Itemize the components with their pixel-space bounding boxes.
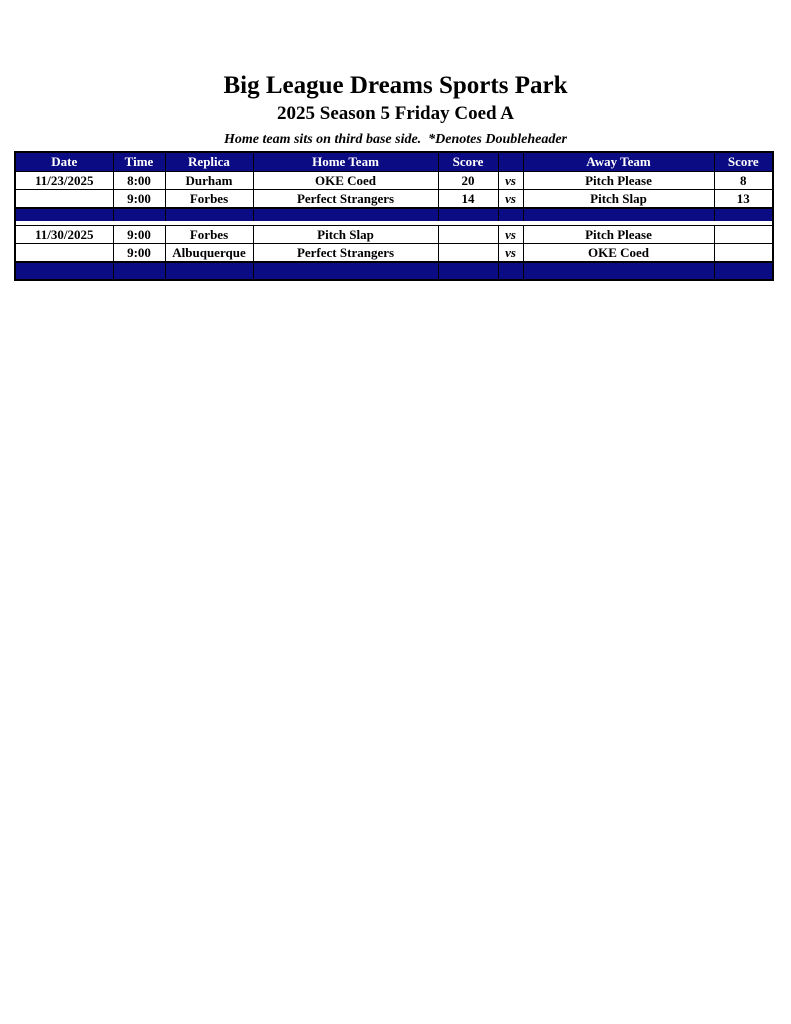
game-row [15,172,773,190]
header-home-team: Home Team [253,152,438,172]
separator-cell [714,262,773,280]
time-cell: 9:00 [113,190,165,209]
home-score-cell: 20 [438,172,498,190]
date-cell: 11/23/2025 [15,172,113,190]
away-score-cell: 8 [714,172,773,190]
page-subtitle: 2025 Season 5 Friday Coed A [277,103,514,124]
home-team-cell: Perfect Strangers [253,244,438,263]
game-row [15,190,773,209]
separator-band [15,208,773,221]
separator-cell [253,208,438,221]
away-score-cell: 13 [714,190,773,209]
header-home-score: Score [438,152,498,172]
separator-cell [523,208,714,221]
away-score-cell [714,226,773,244]
schedule-table [14,151,774,281]
header-replica: Replica [165,152,253,172]
header-time: Time [113,152,165,172]
header-away-score: Score [714,152,773,172]
game-row [15,244,773,263]
replica-cell: Albuquerque [165,244,253,263]
separator-cell [15,262,113,280]
home-team-cell: Pitch Slap [253,226,438,244]
date-cell [15,244,113,263]
vs-label: vs [498,226,523,244]
away-team-cell: OKE Coed [523,244,714,263]
time-cell: 8:00 [113,172,165,190]
vs-label: vs [498,244,523,263]
header-vs [498,152,523,172]
replica-cell: Durham [165,172,253,190]
replica-cell: Forbes [165,190,253,209]
separator-band-bottom [15,262,773,280]
home-team-cell: OKE Coed [253,172,438,190]
away-team-cell: Pitch Please [523,172,714,190]
game-row [15,226,773,244]
header-away-team: Away Team [523,152,714,172]
away-score-cell [714,244,773,263]
date-cell: 11/30/2025 [15,226,113,244]
home-team-cell: Perfect Strangers [253,190,438,209]
home-score-cell [438,244,498,263]
page-note: Home team sits on third base side. *Denotes Doubleheader [224,132,567,147]
home-score-cell: 14 [438,190,498,209]
separator-cell [165,262,253,280]
separator-cell [498,208,523,221]
time-cell: 9:00 [113,244,165,263]
separator-cell [523,262,714,280]
away-team-cell: Pitch Slap [523,190,714,209]
separator-cell [438,208,498,221]
home-score-cell [438,226,498,244]
separator-cell [113,262,165,280]
separator-cell [498,262,523,280]
vs-label: vs [498,172,523,190]
away-team-cell: Pitch Please [523,226,714,244]
separator-cell [165,208,253,221]
header-row [15,152,773,172]
header-date: Date [15,152,113,172]
time-cell: 9:00 [113,226,165,244]
separator-cell [15,208,113,221]
separator-cell [438,262,498,280]
date-cell [15,190,113,209]
separator-cell [714,208,773,221]
vs-label: vs [498,190,523,209]
separator-cell [253,262,438,280]
replica-cell: Forbes [165,226,253,244]
page-title: Big League Dreams Sports Park [223,72,568,99]
separator-cell [113,208,165,221]
